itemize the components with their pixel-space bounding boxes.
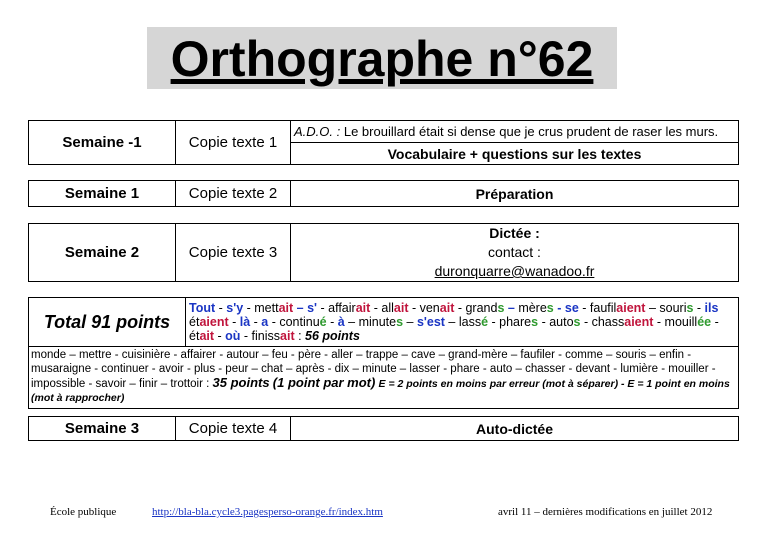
email-link[interactable]: duronquarre@wanadoo.fr bbox=[434, 263, 595, 279]
words-list-cell bbox=[29, 347, 739, 409]
row-semaine-minus-1 bbox=[28, 120, 739, 165]
footer-date: avril 11 – dernières modifications en juillet 2012 bbox=[498, 506, 713, 518]
activity: Vocabulaire + questions sur les textes bbox=[291, 143, 739, 165]
row-semaine-1 bbox=[28, 180, 739, 207]
dictee-cell bbox=[291, 224, 739, 282]
week-label: Semaine 1 bbox=[29, 181, 176, 207]
row-semaine-2 bbox=[28, 223, 739, 282]
dictee-label: Dictée : bbox=[489, 225, 540, 241]
copy-text: Copie texte 4 bbox=[176, 417, 291, 441]
row-total bbox=[28, 297, 739, 409]
week-label: Semaine 2 bbox=[29, 224, 176, 282]
points-35: 35 points bbox=[212, 375, 270, 390]
row-semaine-3 bbox=[28, 416, 739, 441]
copy-text: Copie texte 2 bbox=[176, 181, 291, 207]
words-colored: Tout - s'y - mettait – s' - affairait - allait - venait - grands – mères - se - faufilaient – souris - ils étaient - là - a - continué - à – minutes – s'est – lassé - phares - autos - chassaient - mouillée - était - où - finissait : 56 points bbox=[186, 298, 739, 347]
ado-prefix: A.D.O. : bbox=[294, 124, 341, 139]
footer-link[interactable]: http://bla-bla.cycle3.pagesperso-orange.fr/index.htm bbox=[152, 506, 383, 518]
ado-text: Le brouillard était si dense que je crus prudent de raser les murs. bbox=[343, 124, 719, 139]
penalty-rule: E = 2 points en moins par erreur (mot à séparer) - E = 1 point en moins (mot à rapprocher) bbox=[31, 378, 730, 404]
copy-text: Copie texte 3 bbox=[176, 224, 291, 282]
copy-text: Copie texte 1 bbox=[176, 121, 291, 165]
week-label: Semaine 3 bbox=[29, 417, 176, 441]
ado-sentence bbox=[291, 121, 739, 143]
page-title: Orthographe n°62 bbox=[170, 31, 594, 87]
per-word: (1 point par mot) bbox=[272, 375, 376, 390]
activity: Auto-dictée bbox=[291, 417, 739, 441]
words-list: monde – mettre - cuisinière - affairer - autour – feu - père - aller – trappe – cave – grand-mère – faufiler - comme – souris – enfin - musaraigne - continuer - avoir - plus - peur – chat – après - dix – minute – lasser - phare - auto – chasser - devant - lumière - mouiller - impossible - savoir – finir – trottoir : bbox=[31, 349, 716, 390]
week-label: Semaine -1 bbox=[29, 121, 176, 165]
activity: Préparation bbox=[291, 181, 739, 207]
footer-school: École publique bbox=[50, 506, 117, 518]
contact-label: contact : bbox=[488, 244, 541, 260]
total-label: Total 91 points bbox=[29, 298, 186, 347]
